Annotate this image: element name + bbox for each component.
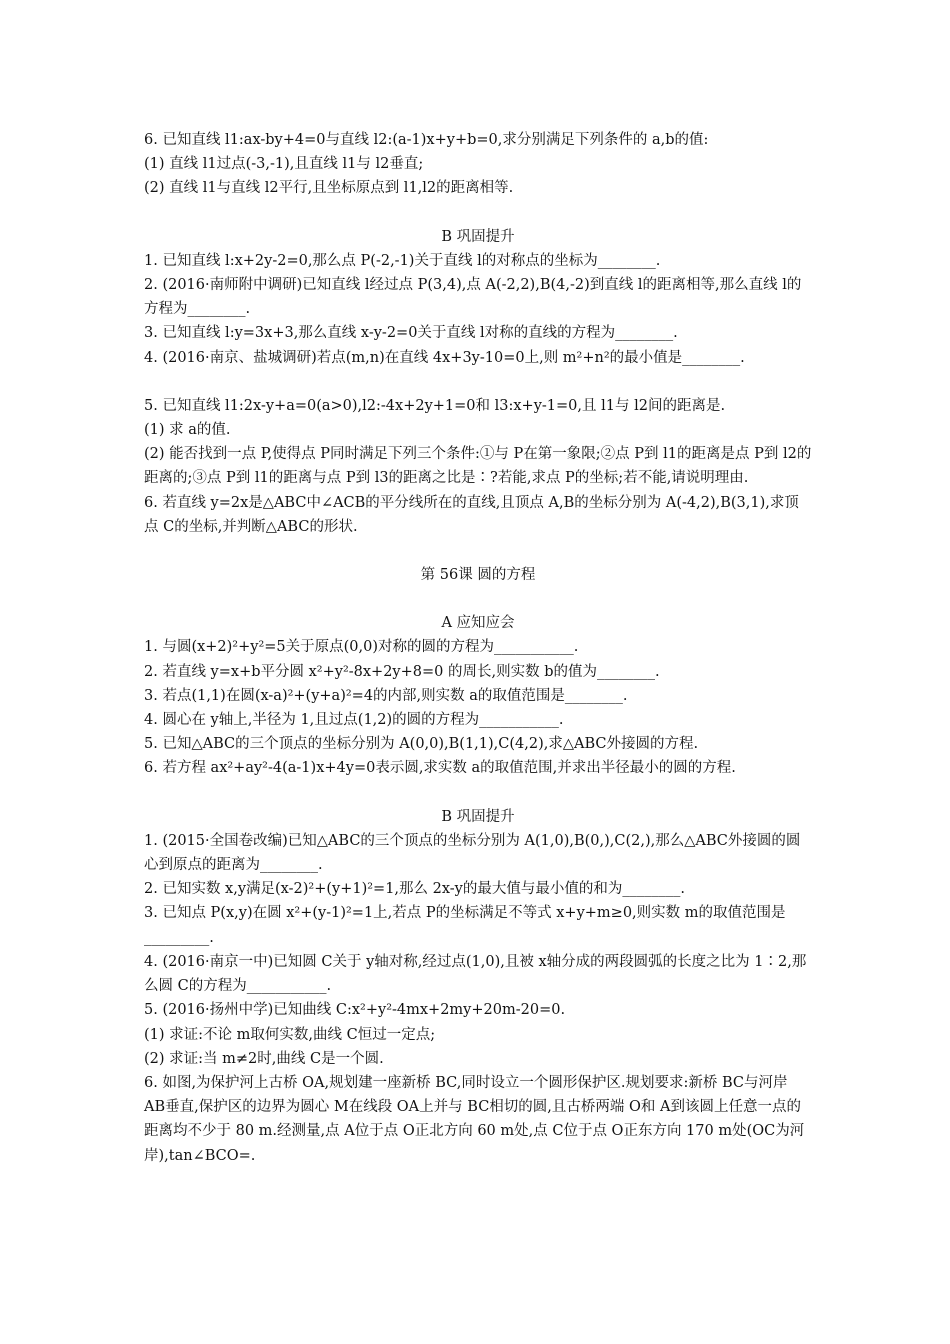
paragraph: 2. 已知实数 x,y满足(x-2)²+(y+1)²=1,那么 2x-y的最大值与最小值的和为________. <box>144 881 685 898</box>
section-heading: B 巩固提升 <box>441 808 515 825</box>
paragraph: (2) 求证:当 m≠2时,曲线 C是一个圆. <box>144 1050 384 1067</box>
paragraph: 3. 已知点 P(x,y)在圆 x²+(y-1)²=1上,若点 P的坐标满足不等式 x+y+m≥0,则实数 m的取值范围是_________. <box>144 905 786 946</box>
paragraph: (1) 求 a的值. <box>144 422 231 439</box>
lesson-title: 第 56课 圆的方程 <box>420 567 536 584</box>
paragraph: 4. 圆心在 y轴上,半径为 1,且过点(1,2)的圆的方程为___________. <box>144 712 564 729</box>
paragraph: 2. 若直线 y=x+b平分圆 x²+y²-8x+2y+8=0 的周长,则实数 b的值为________. <box>144 663 660 680</box>
paragraph: 3. 若点(1,1)在圆(x-a)²+(y+a)²=4的内部,则实数 a的取值范围是________. <box>144 687 628 704</box>
paragraph: 6. 若直线 y=2x是△ABC中∠ACB的平分线所在的直线,且顶点 A,B的坐标分别为 A(-4,2),B(3,1),求顶点 C的坐标,并判断△ABC的形状. <box>144 494 799 535</box>
spacer <box>144 370 812 394</box>
paragraph: 2. (2016·南师附中调研)已知直线 l经过点 P(3,4),点 A(-2,2),B(4,-2)到直线 l的距离相等,那么直线 l的方程为________. <box>144 277 802 318</box>
paragraph: 5. (2016·扬州中学)已知曲线 C:x²+y²-4mx+2my+20m-20=0. <box>144 1002 566 1019</box>
paragraph: (2) 能否找到一点 P,使得点 P同时满足下列三个条件:①与 P在第一象限;②点 P到 l1的距离是点 P到 l2的距离的;③点 P到 l1的距离与点 P到 l3的距离之比是∶?若能,求点 P的坐标;若不能,请说明理由. <box>144 446 812 487</box>
paragraph: (1) 直线 l1过点(-3,-1),且直线 l1与 l2垂直; <box>144 156 424 173</box>
spacer <box>144 201 812 225</box>
spacer <box>144 781 812 805</box>
document-body <box>144 128 812 1168</box>
paragraph: 4. (2016·南京一中)已知圆 C关于 y轴对称,经过点(1,0),且被 x轴分成的两段圆弧的长度之比为 1∶2,那么圆 C的方程为___________. <box>144 953 807 995</box>
paragraph: 5. 已知△ABC的三个顶点的坐标分别为 A(0,0),B(1,1),C(4,2),求△ABC外接圆的方程. <box>144 736 699 753</box>
paragraph: (1) 求证:不论 m取何实数,曲线 C恒过一定点; <box>144 1026 436 1043</box>
paragraph: 1. 与圆(x+2)²+y²=5关于原点(0,0)对称的圆的方程为___________. <box>144 639 579 656</box>
paragraph: 5. 已知直线 l1:2x-y+a=0(a>0),l2:-4x+2y+1=0和 l3:x+y-1=0,且 l1与 l2间的距离是. <box>144 397 726 414</box>
paragraph: 6. 如图,为保护河上古桥 OA,规划建一座新桥 BC,同时设立一个圆形保护区.规划要求:新桥 BC与河岸 AB垂直,保护区的边界为圆心 M在线段 OA上并与 BC相切的圆,且古桥两端 O和 A到该圆上任意一点的距离均不少于 80 m.经测量,点 A位于点 O正北方向 60 m处,点 C位于点 O正东方向 170 m处(OC为河岸),tan∠BCO=. <box>144 1074 805 1164</box>
paragraph: 4. (2016·南京、盐城调研)若点(m,n)在直线 4x+3y-10=0上,则 m²+n²的最小值是________. <box>144 349 745 366</box>
paragraph: 1. (2015·全国卷改编)已知△ABC的三个顶点的坐标分别为 A(1,0),B(0,),C(2,),那么△ABC外接圆的圆心到原点的距离为________. <box>144 832 801 874</box>
section-heading: B 巩固提升 <box>441 228 515 245</box>
spacer <box>144 587 812 611</box>
section-heading: A 应知应会 <box>441 615 515 632</box>
paragraph: 6. 已知直线 l1:ax-by+4=0与直线 l2:(a-1)x+y+b=0,求分别满足下列条件的 a,b的值: <box>144 132 709 148</box>
paragraph: (2) 直线 l1与直线 l2平行,且坐标原点到 l1,l2的距离相等. <box>144 180 514 197</box>
spacer <box>144 539 812 563</box>
paragraph: 6. 若方程 ax²+ay²-4(a-1)x+4y=0表示圆,求实数 a的取值范围,并求出半径最小的圆的方程. <box>144 760 736 777</box>
paragraph: 3. 已知直线 l:y=3x+3,那么直线 x-y-2=0关于直线 l对称的直线的方程为________. <box>144 325 678 342</box>
paragraph: 1. 已知直线 l:x+2y-2=0,那么点 P(-2,-1)关于直线 l的对称点的坐标为________. <box>144 252 661 269</box>
